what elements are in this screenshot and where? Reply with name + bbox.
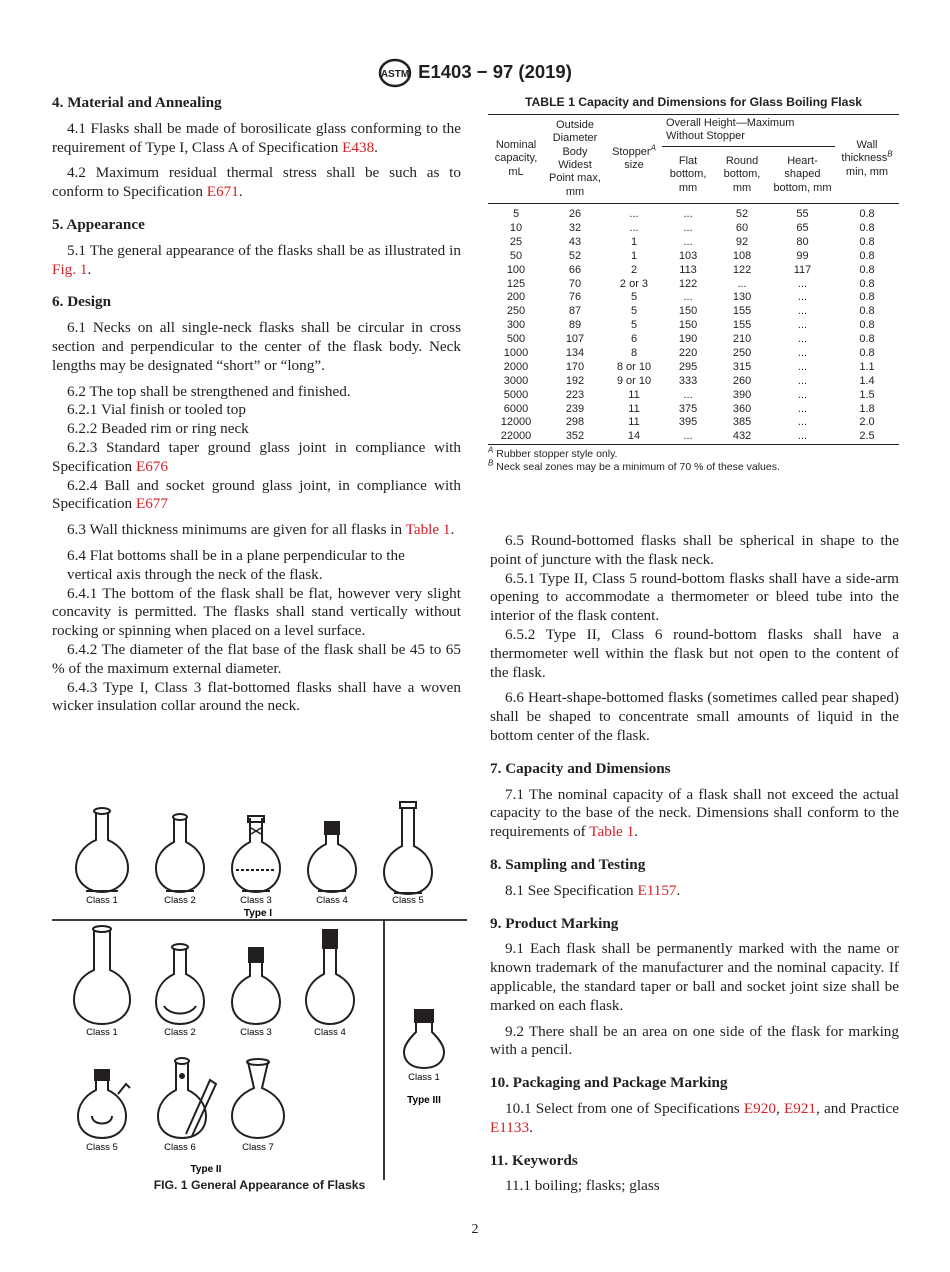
label-type3: Type III [407,1095,441,1106]
left-column [52,94,461,716]
table-cell: 5 [630,319,638,332]
table-cell: 22000 [488,430,544,444]
table-cell: 117 [793,263,812,276]
flask-type2-class7-icon [232,1059,284,1138]
section-9-title: 9. Product Marking [490,914,619,932]
table-cell: 130 [732,291,752,304]
para-6-4-2: 6.4.2 The diameter of the flat base of the flask shall be 45 to 65 % of the maximum external diameter. [52,640,461,677]
table-cell: 103 [678,249,698,262]
astm-logo-icon [378,58,412,88]
table-cell: 239 [565,402,585,415]
right-column [490,532,899,1196]
table-cell: 25 [509,235,523,248]
para-6-4-cont: vertical axis through the neck of the flask. [67,565,323,583]
table-row [488,305,899,319]
table-cell: 5000 [503,388,529,401]
flask-type1-class2-icon [156,814,204,892]
para-6-3: 6.3 Wall thickness minimums are given for all flasks in Table 1. [67,521,455,539]
para-6-5-2: 6.5.2 Type II, Class 6 round-bottom flasks shall have a thermometer well within the flask but not open to the content of the flask. [490,625,899,681]
table-cell: 1 [630,235,638,248]
table-cell: 43 [568,235,582,248]
table-cell: 14 [606,430,662,444]
section-7-title: 7. Capacity and Dimensions [490,759,671,777]
figure-flasks [52,790,467,1180]
table-cell: 8 [630,346,638,359]
table-cell: 11 [628,416,640,429]
table-cell: 155 [732,305,752,318]
table-cell: ... [770,430,835,444]
flask-type2-class3-icon [232,948,280,1024]
figure-labels [86,895,441,1175]
label-t2-c5: Class 5 [86,1142,118,1153]
table-row [488,430,899,444]
col-heart: Heart-shaped bottom, mm [770,146,835,203]
table-cell: 0.8 [859,346,875,359]
table-cell: 360 [732,402,752,415]
svg-text:ASTM: ASTM [380,69,410,80]
table-cell: 0.8 [859,263,875,276]
table-cell: ... [737,277,747,290]
table-cell: 500 [506,333,526,346]
para-7-1: 7.1 The nominal capacity of a flask shall not exceed the actual capacity to the base of the neck. Dimensions shall conform to the requirements of Table 1. [490,785,899,841]
para-6-2-2: 6.2.2 Beaded rim or ring neck [67,420,249,438]
table-cell: 12000 [500,416,532,429]
para-10-1: 10.1 Select from one of Specifications E920, E921, and Practice E1133. [490,1099,900,1136]
table-cell: ... [797,277,808,290]
label-t1-c4: Class 4 [316,895,348,906]
table-cell: ... [797,388,808,401]
table-row [488,361,899,375]
link-e1157[interactable]: E1157 [637,881,677,899]
table-cell: 1.4 [859,374,875,387]
table-row [488,319,899,333]
label-t1-c2: Class 2 [164,895,196,906]
para-6-5-1: 6.5.1 Type II, Class 5 round-bottom flasks shall have a side-arm opening to accommodate a thermometer or bleed tube into the interior of the flask content. [490,569,899,625]
table-cell: 200 [506,291,526,304]
table-cell: 5 [630,305,638,318]
table-cell: 0.8 [859,249,875,262]
link-e676[interactable]: E676 [135,457,168,475]
flask-type2-class6-icon [158,1058,216,1138]
table-cell: 87 [568,305,582,318]
para-4-2: 4.2 Maximum residual thermal stress shall be such as to conform to Specification E671. [52,164,461,201]
col-wall: Wall thickness$^B$ min, mm [835,115,899,204]
para-6-2-4: 6.2.4 Ball and socket ground glass joint, in compliance with Specification E677 [52,476,461,513]
table-cell: 298 [565,416,585,429]
table-cell: 26 [568,208,582,221]
para-5-1: 5.1 The general appearance of the flasks shall be as illustrated in Fig. 1. [52,241,461,278]
footnote-a: $^A$ Rubber stopper style only. [488,445,618,460]
table-cell: 66 [568,263,582,276]
table-cell: 5 [512,208,520,221]
table-row [488,402,899,416]
para-6-4-3: 6.4.3 Type I, Class 3 flat-bottomed flasks shall have a woven wicker insulation collar around the neck. [52,678,461,715]
table-row [488,263,899,277]
para-6-2-1: 6.2.1 Vial finish or tooled top [67,401,246,419]
section-4-title: 4. Material and Annealing [52,94,222,111]
table-cell: 9 or 10 [616,374,652,387]
link-e921[interactable]: E921 [783,1099,817,1117]
table-row [488,347,899,361]
label-t2-c3: Class 3 [240,1027,272,1038]
table-cell: 2.0 [859,416,875,429]
para-6-1: 6.1 Necks on all single-neck flasks shall be circular in cross section and perpendicular to the center of the flask body. Neck lengths may be designated “short” or “long”. [52,319,461,374]
table-cell: ... [797,333,808,346]
table-cell: 52 [735,208,749,221]
col-nominal: Nominal capacity, mL [488,115,544,204]
table-1 [488,95,899,475]
section-6-title: 6. Design [52,293,112,311]
table-cell: 395 [678,416,698,429]
table-cell: 150 [678,319,698,332]
table-cell: 190 [678,333,698,346]
link-table1-b[interactable]: Table 1 [589,823,635,841]
label-t1-c5: Class 5 [392,895,424,906]
flask-type1-class5-icon [384,802,432,894]
table-cell: 333 [678,374,698,387]
table-cell: ... [797,305,808,318]
table-row [488,416,899,430]
link-e920[interactable]: E920 [743,1099,776,1117]
table-cell: ... [629,208,639,221]
table-row [488,291,899,305]
table-cell: 295 [678,360,698,373]
table-footnotes [488,445,899,475]
table-cell: 150 [678,305,698,318]
table-cell: 50 [509,249,523,262]
table-row [488,236,899,250]
table-cell: 315 [732,360,752,373]
table-cell: 300 [506,319,526,332]
para-8-1: 8.1 See Specification E1157. [505,881,681,899]
table-cell: 122 [732,263,752,276]
label-t1-c1: Class 1 [86,895,118,906]
table-cell: ... [629,221,639,234]
table-cell: 99 [796,249,809,262]
link-e1133[interactable]: E1133 [490,1118,530,1136]
para-6-2-3: 6.2.3 Standard taper ground glass joint in compliance with Specification E676 [52,438,461,475]
section-10-title: 10. Packaging and Package Marking [490,1074,728,1092]
table-cell: 3000 [503,374,529,387]
table-cell: ... [797,416,808,429]
flask-type1-class4-icon [308,822,356,892]
link-table1[interactable]: Table 1 [405,521,451,539]
section-11-title: 11. Keywords [490,1151,578,1169]
table-cell: 92 [735,235,749,248]
table-cell: 113 [679,263,697,276]
label-t2-c6: Class 6 [164,1142,196,1153]
table-cell: 352 [544,430,606,444]
table-cell: 2 [630,263,638,276]
para-4-1: 4.1 Flasks shall be made of borosilicate glass conforming to the requirement of Type I, Class A of Specification E438. [52,119,461,156]
table-cell: 1000 [503,346,529,359]
col-stopper: Stopper$^A$ size [606,115,662,204]
table-row [488,375,899,389]
table-cell: 250 [732,346,752,359]
table-cell: 2.5 [835,430,899,444]
table-cell: 0.8 [859,305,875,318]
label-t2-c7: Class 7 [242,1142,274,1153]
table-cell: ... [797,319,808,332]
page-number: 2 [471,1222,479,1237]
flask-type2-class2-icon [156,944,204,1024]
table-cell: ... [797,291,808,304]
label-t2-c1: Class 1 [86,1027,118,1038]
table-cell: 0.8 [859,291,875,304]
table-cell: 210 [732,333,752,346]
table-cell: 11 [628,388,640,401]
col-od: Outside Diameter Body Widest Point max, mm [544,115,606,204]
link-e677[interactable]: E677 [135,495,168,513]
table-cell: 70 [568,277,582,290]
table-cell: 260 [732,374,752,387]
label-t2-c2: Class 2 [164,1027,196,1038]
table-cell: 375 [678,402,698,415]
table-cell: 432 [714,430,770,444]
table-cell: 100 [506,263,526,276]
para-6-6: 6.6 Heart-shape-bottomed flasks (sometimes called pear shaped) shall be shaped to concentrate small amounts of liquid in the bottom center of the flask. [490,689,899,744]
link-fig1[interactable]: Fig. 1 [52,260,88,278]
table-cell: 80 [796,235,809,248]
table-row [488,333,899,347]
table-cell: ... [683,388,693,401]
table-cell: ... [683,208,693,221]
table-cell: 76 [568,291,582,304]
table-cell: 2000 [503,360,529,373]
table-cell: ... [683,291,693,304]
table-cell: 2 or 3 [619,277,649,290]
table-cell: 11 [628,402,640,415]
table-cell: 390 [732,388,752,401]
col-flat: Flat bottom, mm [662,146,714,203]
section-8-title: 8. Sampling and Testing [490,855,646,873]
table-cell: 32 [568,221,582,234]
para-6-5: 6.5 Round-bottomed flasks shall be spherical in shape to the point of juncture with the flask neck. [490,532,899,568]
table-cell: 0.8 [859,221,875,234]
table-cell: 0.8 [859,235,875,248]
table-cell: 10 [509,221,523,234]
table-cell: 52 [568,249,582,262]
table-cell: 55 [796,208,809,221]
col-overall: Overall Height—Maximum Without Stopper [662,115,835,147]
table-cell: 108 [732,249,752,262]
table-cell: 1 [630,249,638,262]
table-row [488,249,899,263]
table-cell: ... [683,235,693,248]
table-row [488,388,899,402]
table-cell: 89 [568,319,582,332]
table-cell: ... [797,374,808,387]
table-title: TABLE 1 Capacity and Dimensions for Glass Boiling Flask [524,95,863,109]
section-5-title: 5. Appearance [52,215,145,233]
table-cell: 1.8 [859,402,875,415]
figure-caption: FIG. 1 General Appearance of Flasks [153,1178,366,1192]
table-cell: 107 [565,333,585,346]
flask-type2-class5-icon [78,1070,130,1138]
table-cell: 122 [678,277,698,290]
label-t2-c4: Class 4 [314,1027,346,1038]
para-9-1: 9.1 Each flask shall be permanently marked with the name or known trademark of the manufacturer and the nominal capacity. If applicable, the standard taper or ball and socket joint size shall be marked on each flask. [490,940,899,1014]
designation: E1403 − 97 (2019) [418,60,572,82]
table-cell: 223 [565,388,585,401]
para-11-1: 11.1 boiling; flasks; glass [505,1177,660,1195]
col-round: Round bottom, mm [714,146,770,203]
table-cell: 6 [630,333,638,346]
table-cell: 0.8 [859,208,875,221]
table-cell: 125 [506,277,526,290]
table-cell: 1.1 [859,360,875,373]
page-header [0,58,950,88]
table-cell: 1.5 [859,388,875,401]
table-cell: 5 [630,291,638,304]
para-6-4-1: 6.4.1 The bottom of the flask shall be flat, however very slight concavity is permitted. The flasks shall stand vertically without rocking or spinning when placed on a level surface. [52,584,461,640]
table-cell: ... [797,346,808,359]
table-cell: ... [797,402,808,415]
table-row [488,222,899,236]
flask-type1-class1-icon [76,808,128,892]
table-cell: 8 or 10 [616,360,652,373]
link-e671[interactable]: E671 [206,183,239,201]
table-cell: 134 [565,346,585,359]
label-t1-c3: Class 3 [240,895,272,906]
para-9-2: 9.2 There shall be an area on one side of the flask for marking with a pencil. [490,1022,899,1059]
link-e438[interactable]: E438 [342,138,375,156]
capacity-table [488,114,899,445]
table-cell: 60 [735,221,749,234]
para-6-4: 6.4 Flat bottoms shall be in a plane perpendicular to the [67,546,405,564]
table-cell: 0.8 [859,319,875,332]
flask-type2-class4-icon [306,930,354,1024]
table-cell: 65 [796,221,809,234]
table-cell: 155 [732,319,752,332]
table-body [488,203,899,444]
para-6-2: 6.2 The top shall be strengthened and finished. [67,382,351,400]
table-cell: 220 [678,346,698,359]
label-type1: Type I [243,908,273,919]
table-cell: 192 [565,374,585,387]
table-cell: 0.8 [859,277,875,290]
table-cell: 250 [506,305,526,318]
flask-type3-class1-icon [404,1010,444,1068]
label-t3-c1: Class 1 [408,1072,440,1083]
table-row [488,203,899,221]
table-cell: ... [683,221,693,234]
footnote-b: $^B$ Neck seal zones may be a minimum of 70 % of these values. [488,458,780,474]
table-cell: 0.8 [859,333,875,346]
table-cell: 170 [565,360,585,373]
flask-type2-class1-icon [74,926,130,1024]
table-cell: ... [797,360,808,373]
table-cell: 6000 [503,402,529,415]
table-cell: ... [662,430,714,444]
flask-type1-class3-icon [232,816,280,892]
table-row [488,277,899,291]
label-type2: Type II [190,1164,222,1175]
table-cell: 385 [732,416,752,429]
